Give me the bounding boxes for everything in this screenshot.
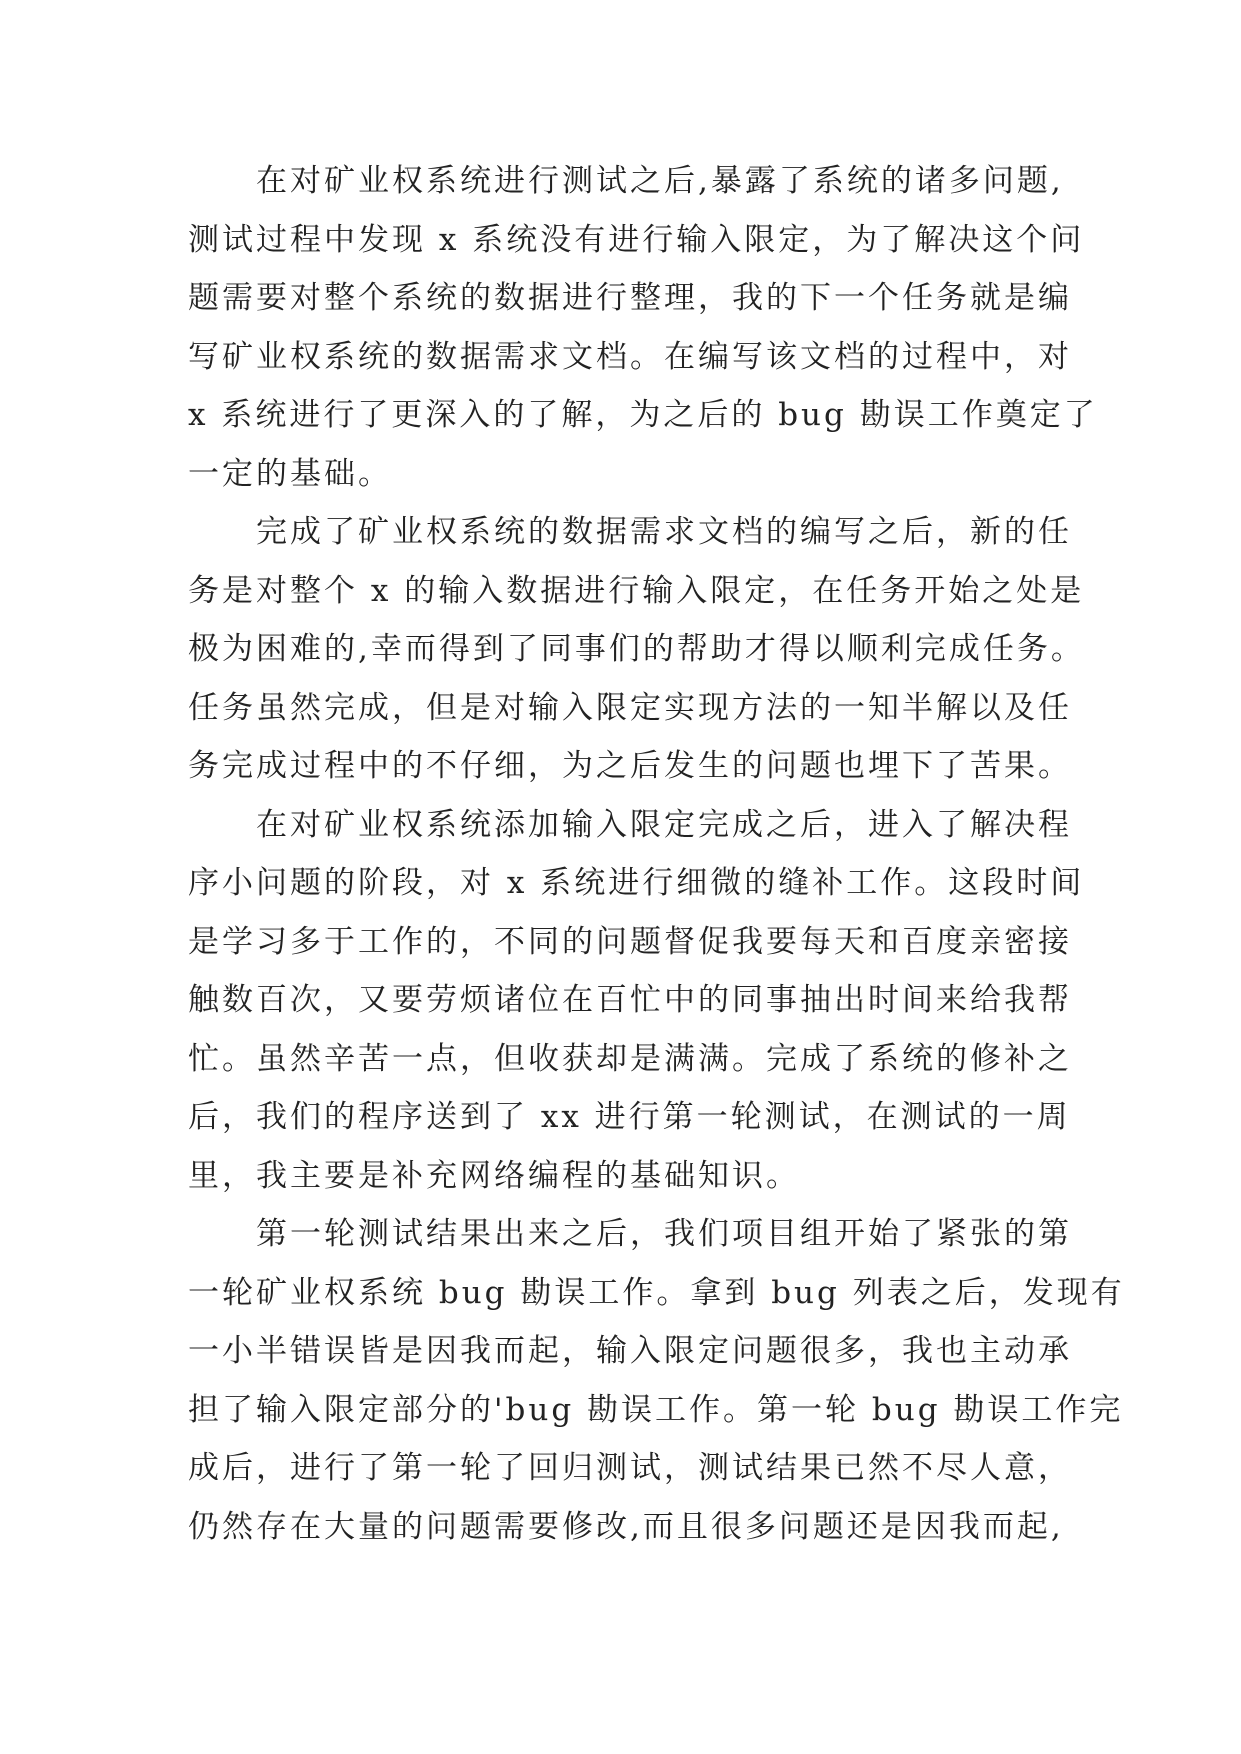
document-body [188, 152, 1125, 1556]
text-line: 极为困难的,幸而得到了同事们的帮助才得以顺利完成任务。 [188, 631, 1085, 667]
text-line: 是学习多于工作的，不同的问题督促我要每天和百度亲密接 [188, 923, 1072, 960]
text-line: 一小半错误皆是因我而起，输入限定问题很多，我也主动承 [188, 1333, 1072, 1369]
text-line: 仍然存在大量的问题需要修改,而且很多问题还是因我而起, [188, 1508, 1064, 1545]
paragraph-1 [188, 152, 1098, 503]
paragraph-2 [188, 503, 1085, 796]
text-line: 一定的基础。 [188, 455, 392, 492]
text-line: 触数百次，又要劳烦诸位在百忙中的同事抽出时间来给我帮 [188, 982, 1072, 1018]
text-line: 一轮矿业权系统 bug 勘误工作。拿到 bug 列表之后，发现有 [188, 1274, 1125, 1311]
text-line: 完成了矿业权系统的数据需求文档的编写之后，新的任 [256, 514, 1072, 550]
text-line: 题需要对整个系统的数据进行整理，我的下一个任务就是编 [188, 280, 1072, 316]
text-line: 在对矿业权系统添加输入限定完成之后，进入了解决程 [256, 806, 1072, 843]
text-line: 里，我主要是补充网络编程的基础知识。 [188, 1157, 800, 1194]
text-line: 序小问题的阶段，对 x 系统进行细微的缝补工作。这段时间 [188, 865, 1085, 901]
text-line: x 系统进行了更深入的了解，为之后的 bug 勘误工作奠定了 [188, 397, 1098, 433]
text-line: 测试过程中发现 x 系统没有进行输入限定，为了解决这个问 [188, 221, 1085, 258]
text-line: 任务虽然完成，但是对输入限定实现方法的一知半解以及任 [188, 689, 1072, 726]
text-line: 在对矿业权系统进行测试之后,暴露了系统的诸多问题, [256, 163, 1064, 199]
text-line: 后，我们的程序送到了 xx 进行第一轮测试，在测试的一周 [188, 1099, 1071, 1135]
text-line: 写矿业权系统的数据需求文档。在编写该文档的过程中，对 [188, 338, 1072, 375]
text-line: 务完成过程中的不仔细，为之后发生的问题也埋下了苦果。 [188, 748, 1072, 784]
text-line: 成后，进行了第一轮了回归测试，测试结果已然不尽人意， [188, 1450, 1072, 1486]
text-line: 第一轮测试结果出来之后，我们项目组开始了紧张的第 [256, 1216, 1072, 1252]
paragraph-4 [188, 1205, 1125, 1556]
text-line: 担了输入限定部分的'bug 勘误工作。第一轮 bug 勘误工作完 [188, 1391, 1124, 1428]
text-line: 忙。虽然辛苦一点，但收获却是满满。完成了系统的修补之 [188, 1040, 1072, 1077]
text-line: 务是对整个 x 的输入数据进行输入限定，在任务开始之处是 [188, 572, 1085, 609]
paragraph-3 [188, 796, 1085, 1206]
